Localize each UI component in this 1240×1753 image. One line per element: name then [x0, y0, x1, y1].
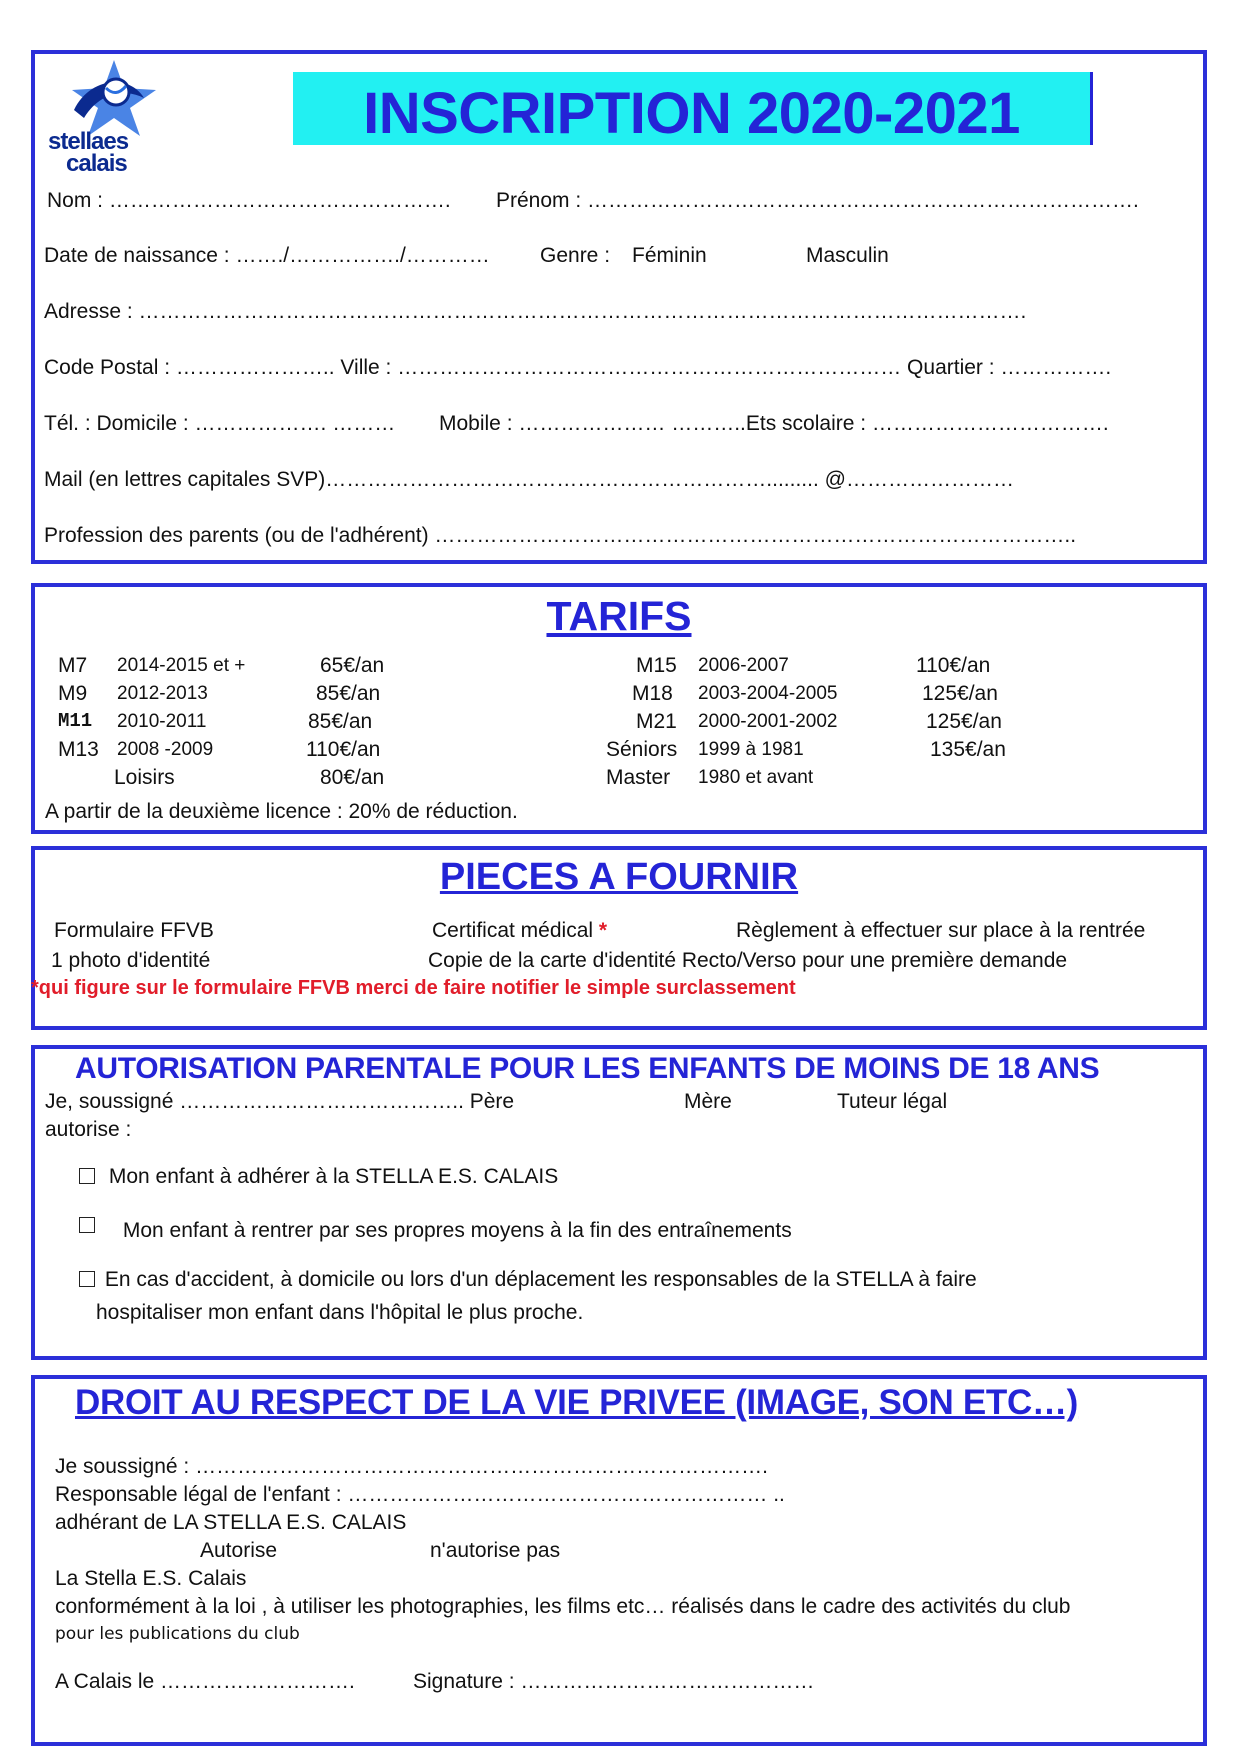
adresse-field[interactable]: Adresse : ………………………………………………………………………………………………………………. [44, 300, 1027, 323]
club-logo [44, 58, 162, 176]
tarif-left-years: 2010-2011 [117, 711, 207, 732]
tarif-left-years: 2014-2015 et + [117, 655, 246, 676]
tarif-right-years: 1980 et avant [698, 767, 814, 788]
checkbox-rentrer[interactable] [79, 1217, 95, 1233]
tarif-right-cat: M15 [636, 654, 677, 677]
tarif-right-price: 125€/an [926, 710, 1002, 733]
tarif-right-years: 2006-2007 [698, 655, 789, 676]
tarif-left-cat: Loisirs [114, 766, 175, 789]
reduction-note: A partir de la deuxième licence : 20% de réduction. [45, 800, 518, 823]
tarif-right-price: 110€/an [916, 654, 991, 677]
date-naissance-field[interactable]: Date de naissance : ……./……………./………… [44, 244, 490, 267]
genre-label: Genre : [540, 244, 611, 267]
autorisation-option-1[interactable] [79, 1165, 558, 1189]
adherant-text: adhérant de LA STELLA E.S. CALAIS [55, 1511, 407, 1534]
tarif-left-cat: M9 [58, 682, 88, 705]
tarifs-title: TARIFS [546, 593, 692, 639]
piece-reglement: Règlement à effectuer sur place à la rentrée [736, 919, 1146, 942]
piece-photo: 1 photo d'identité [51, 949, 211, 972]
tarif-right-price: 135€/an [930, 738, 1006, 761]
logo-line1: stellaes [48, 128, 129, 155]
profession-field[interactable]: Profession des parents (ou de l'adhérent) ……………………………………………………………………………….. [44, 524, 1077, 547]
option-1-label: Mon enfant à adhérer à la STELLA E.S. CALAIS [108, 1165, 559, 1188]
tarifs-section [31, 583, 1207, 834]
checkbox-adherer[interactable] [79, 1168, 95, 1184]
autorisation-option-2[interactable] [79, 1217, 792, 1243]
club-name: La Stella E.S. Calais [55, 1567, 247, 1590]
genre-masculin-option[interactable]: Masculin [806, 244, 889, 267]
piece-copie: Copie de la carte d'identité Recto/Verso pour une première demande [428, 949, 1068, 972]
tarif-right-cat: M18 [632, 682, 673, 705]
tarif-left-cat: M11 [58, 710, 93, 732]
autorisation-soussigne-field[interactable]: Je, soussigné ………………………………….. Père [45, 1090, 515, 1113]
piece-formulaire: Formulaire FFVB [54, 919, 214, 942]
autorisation-title: AUTORISATION PARENTALE POUR LES ENFANTS DE MOINS DE 18 ANS [75, 1052, 1100, 1085]
tarif-left-price: 85€/an [308, 710, 373, 733]
piece-certificat [432, 919, 607, 943]
droit-title: DROIT AU RESPECT DE LA VIE PRIVEE (IMAGE, SON ETC…) [75, 1383, 1079, 1422]
option-3-label-cont: hospitaliser mon enfant dans l'hôpital le plus proche. [96, 1301, 584, 1324]
tuteur-option[interactable]: Tuteur légal [837, 1090, 948, 1113]
tel-domicile-field[interactable]: Tél. : Domicile : ………………. ……… [44, 412, 396, 435]
tarif-right-years: 2000-2001-2002 [698, 711, 838, 732]
tarif-left-cat: M7 [58, 654, 88, 677]
nautorise-option[interactable]: n'autorise pas [430, 1539, 561, 1562]
tarif-left-years: 2008 -2009 [117, 739, 214, 760]
tarif-left-price: 80€/an [320, 766, 385, 789]
tarif-right-years: 2003-2004-2005 [698, 683, 838, 704]
mail-field[interactable]: Mail (en lettres capitales SVP)………………………………………………………......... @…………………… [44, 468, 1014, 491]
option-2-label: Mon enfant à rentrer par ses propres moyens à la fin des entraînements [122, 1219, 792, 1242]
tarif-left-price: 65€/an [320, 654, 385, 677]
autorisation-option-3[interactable] [79, 1268, 977, 1292]
option-3-label: En cas d'accident, à domicile ou lors d'un déplacement les responsables de la STELLA à faire [104, 1268, 977, 1291]
autorise-option[interactable]: Autorise [200, 1539, 278, 1562]
mobile-ets-scolaire-field[interactable]: Mobile : ………………… ………..Ets scolaire : ……………………………. [439, 412, 1109, 435]
genre-feminin-option[interactable]: Féminin [632, 244, 707, 267]
droit-soussigne-field[interactable]: Je soussigné : ………………………………………………………………………. [55, 1455, 768, 1478]
prenom-field[interactable]: Prénom : ……………………………………………………………………. [496, 189, 1139, 212]
tarif-right-cat: Séniors [606, 738, 678, 761]
star-logo-icon [44, 58, 162, 138]
pieces-title: PIECES A FOURNIR [439, 856, 799, 898]
title-band [293, 72, 1093, 145]
nom-field[interactable]: Nom : …………………………………………. [47, 189, 451, 212]
certificat-label: Certificat médical [432, 919, 594, 942]
code-postal-ville-quartier-field[interactable]: Code Postal : ………………….. Ville : ……………………………………………………………… Quartier : ……………. [44, 356, 1112, 379]
calais-date-field[interactable]: A Calais le ………………………. [55, 1670, 355, 1693]
mere-option[interactable]: Mère [684, 1090, 732, 1113]
tarif-left-years: 2012-2013 [117, 683, 208, 704]
tarif-right-cat: M21 [636, 710, 677, 733]
tarif-right-years: 1999 à 1981 [698, 739, 804, 760]
page-title: INSCRIPTION 2020-2021 [363, 81, 1020, 146]
autorise-label: autorise : [45, 1118, 132, 1141]
publications-text: pour les publications du club [55, 1624, 300, 1644]
tarif-left-price: 85€/an [316, 682, 381, 705]
certificat-star: * [598, 919, 608, 942]
tarif-right-cat: Master [606, 766, 671, 789]
logo-line2: calais [66, 150, 127, 177]
tarif-right-price: 125€/an [922, 682, 998, 705]
pieces-red-note: *qui figure sur le formulaire FFVB merci de faire notifier le simple surclassement [31, 977, 796, 999]
checkbox-accident[interactable] [79, 1271, 95, 1287]
signature-field[interactable]: Signature : …………………………………… [413, 1670, 815, 1693]
tarif-left-cat: M13 [58, 738, 99, 761]
tarif-left-price: 110€/an [306, 738, 381, 761]
responsable-field[interactable]: Responsable légal de l'enfant : …………………………………………………… .. [55, 1483, 785, 1506]
conforme-text: conformément à la loi , à utiliser les photographies, les films etc… réalisés dans le cadre des activités du club [55, 1595, 1071, 1618]
